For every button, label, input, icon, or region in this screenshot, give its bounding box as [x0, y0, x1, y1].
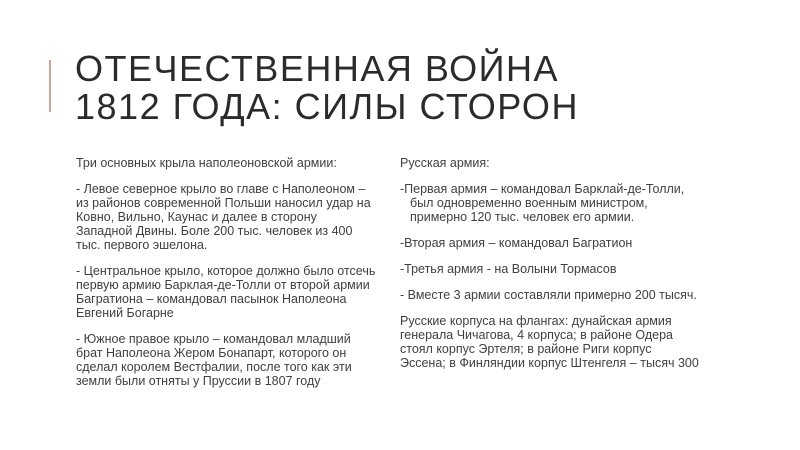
right-item-1: -Первая армия – командовал Барклай-де-Толли, был одновременно военным министром, примерно 120 тыс. человек его армии.: [400, 182, 685, 224]
left-paragraph-3: - Южное правое крыло – командовал младший брат Наполеона Жером Бонапарт, которого он сделал королем Вестфалии, после того как эти земли были отняты у Пруссии в 1807 году: [76, 332, 352, 388]
right-item-2: -Вторая армия – командовал Багратион: [400, 236, 633, 250]
right-item-4: - Вместе 3 армии составляли примерно 200 тысяч.: [400, 288, 697, 302]
left-paragraph-1: - Левое северное крыло во главе с Наполеоном – из районов современной Польши наносил удар на Ковно, Вильно, Каунас и далее в сторону Западной Двины. Боле 200 тыс. человек из 400 тыс. первого эшелона.: [76, 182, 371, 252]
slide-title: [75, 50, 775, 126]
right-column: [390, 156, 700, 370]
title-line-2: 1812 ГОДА: СИЛЫ СТОРОН: [75, 86, 579, 127]
left-paragraph-2: - Центральное крыло, которое должно было отсечь первую армию Барклая-де-Толли от второй армии Багратиона – командовал пасынок Наполеона Евгений Богарне: [76, 264, 376, 320]
left-column: [76, 156, 376, 400]
accent-bar: [49, 60, 51, 112]
right-item-3: -Третья армия - на Волыни Тормасов: [400, 262, 617, 276]
right-heading: Русская армия:: [400, 156, 490, 170]
title-line-1: ОТЕЧЕСТВЕННАЯ ВОЙНА: [75, 48, 560, 89]
left-heading: Три основных крыла наполеоновской армии:: [76, 156, 337, 170]
right-flanks: Русские корпуса на флангах: дунайская армия генерала Чичагова, 4 корпуса; в районе Одера стоял корпус Эртеля; в районе Риги корпус Эссена; в Финляндии корпус Штенгеля – тысяч 300: [400, 314, 699, 370]
